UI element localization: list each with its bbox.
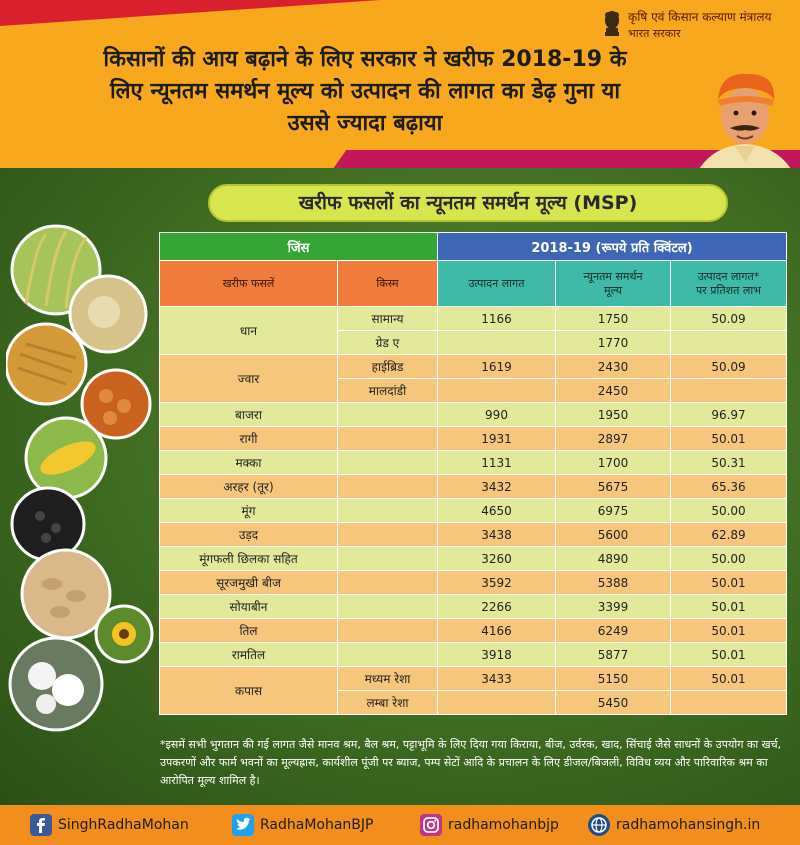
crop-name: कपास bbox=[160, 667, 338, 715]
cost: 990 bbox=[438, 403, 556, 427]
col-header-variety: किस्म bbox=[338, 261, 438, 307]
cost: 2266 bbox=[438, 595, 556, 619]
col-header-return-line: उत्पादन लागत* bbox=[697, 269, 760, 283]
sunflower-image bbox=[96, 606, 152, 662]
variety bbox=[338, 451, 438, 475]
return-pct: 50.00 bbox=[671, 499, 787, 523]
col-header-msp-line: मूल्य bbox=[604, 283, 622, 297]
return-pct: 50.01 bbox=[671, 667, 787, 691]
table-row bbox=[160, 355, 787, 379]
cost bbox=[438, 691, 556, 715]
cost: 3918 bbox=[438, 643, 556, 667]
year-header: 2018-19 (रूपये प्रति क्विंटल) bbox=[438, 233, 787, 261]
website-link[interactable] bbox=[588, 813, 760, 837]
national-emblem-icon bbox=[600, 6, 624, 40]
return-pct: 50.01 bbox=[671, 571, 787, 595]
footnote: *इसमें सभी भुगतान की गई लागत जैसे मानव श्रम, बैल श्रम, पट्टाभूमि के लिए दिया गया किराया, बीज, उर्वरक, खाद, सिंचाई जैसे साधनों के उपयोग का खर्च, उपकरणों और फार्म भवनों का मूल्यह्रास, कार्यशील पूंजी पर ब्याज, पम्प सेटों आदि के प्रचालन के लिए डीजल/बिजली, विविध व्यय और पारिवारिक श्रम का आरोपित मूल्य शामिल है। bbox=[160, 738, 782, 787]
variety: हाईब्रिड bbox=[338, 355, 438, 379]
cost: 3433 bbox=[438, 667, 556, 691]
crop-name: तिल bbox=[160, 619, 338, 643]
table-group-header bbox=[160, 233, 787, 261]
crop-name: रामतिल bbox=[160, 643, 338, 667]
table-row bbox=[160, 451, 787, 475]
cost: 3260 bbox=[438, 547, 556, 571]
return-pct: 50.31 bbox=[671, 451, 787, 475]
msp: 5675 bbox=[556, 475, 671, 499]
crop-name: मूंग bbox=[160, 499, 338, 523]
return-pct: 65.36 bbox=[671, 475, 787, 499]
msp: 5150 bbox=[556, 667, 671, 691]
return-pct bbox=[671, 379, 787, 403]
ministry-branding bbox=[600, 6, 790, 46]
msp: 2450 bbox=[556, 379, 671, 403]
variety bbox=[338, 595, 438, 619]
crop-name: सूरजमुखी बीज bbox=[160, 571, 338, 595]
msp: 4890 bbox=[556, 547, 671, 571]
instagram-handle: radhamohanbjp bbox=[448, 817, 559, 833]
variety bbox=[338, 403, 438, 427]
return-pct: 62.89 bbox=[671, 523, 787, 547]
return-pct: 50.01 bbox=[671, 427, 787, 451]
col-header-msp bbox=[556, 261, 671, 307]
return-pct: 50.00 bbox=[671, 547, 787, 571]
msp: 1950 bbox=[556, 403, 671, 427]
msp: 1770 bbox=[556, 331, 671, 355]
col-header-return bbox=[671, 261, 787, 307]
msp: 5388 bbox=[556, 571, 671, 595]
cost: 4650 bbox=[438, 499, 556, 523]
twitter-link[interactable] bbox=[232, 813, 373, 837]
variety: सामान्य bbox=[338, 307, 438, 331]
table-row bbox=[160, 403, 787, 427]
variety: ग्रेड ए bbox=[338, 331, 438, 355]
variety: लम्बा रेशा bbox=[338, 691, 438, 715]
crop-name: बाजरा bbox=[160, 403, 338, 427]
variety bbox=[338, 619, 438, 643]
headline-line: उससे ज्यादा बढ़ाया bbox=[287, 111, 443, 136]
return-pct: 96.97 bbox=[671, 403, 787, 427]
msp: 6249 bbox=[556, 619, 671, 643]
facebook-icon bbox=[30, 814, 52, 836]
msp: 1700 bbox=[556, 451, 671, 475]
twitter-handle: RadhaMohanBJP bbox=[260, 817, 374, 833]
msp: 1750 bbox=[556, 307, 671, 331]
return-pct: 50.01 bbox=[671, 595, 787, 619]
facebook-handle: SinghRadhaMohan bbox=[58, 817, 189, 833]
return-pct bbox=[671, 691, 787, 715]
col-header-msp-line: न्यूनतम समर्थन bbox=[583, 269, 643, 283]
table-row bbox=[160, 307, 787, 331]
crop-name: सोयाबीन bbox=[160, 595, 338, 619]
return-pct: 50.09 bbox=[671, 355, 787, 379]
table-row bbox=[160, 547, 787, 571]
msp: 5600 bbox=[556, 523, 671, 547]
headline bbox=[40, 44, 690, 140]
crop-name: धान bbox=[160, 307, 338, 355]
table-row bbox=[160, 595, 787, 619]
ministry-subtitle: भारत सरकार bbox=[628, 27, 681, 40]
cost: 3432 bbox=[438, 475, 556, 499]
msp: 5450 bbox=[556, 691, 671, 715]
variety bbox=[338, 571, 438, 595]
facebook-link[interactable] bbox=[30, 813, 189, 837]
crop-name: मूंगफली छिलका सहित bbox=[160, 547, 338, 571]
table-row bbox=[160, 571, 787, 595]
return-pct bbox=[671, 331, 787, 355]
cost bbox=[438, 379, 556, 403]
crop-name: उड़द bbox=[160, 523, 338, 547]
table-row bbox=[160, 619, 787, 643]
cotton-image bbox=[10, 638, 102, 730]
table-row bbox=[160, 667, 787, 691]
instagram-link[interactable] bbox=[420, 813, 559, 837]
col-header-cost: उत्पादन लागत bbox=[438, 261, 556, 307]
table-row bbox=[160, 499, 787, 523]
cost: 1619 bbox=[438, 355, 556, 379]
instagram-icon bbox=[420, 814, 442, 836]
table-row bbox=[160, 427, 787, 451]
col-header-return-line: पर प्रतिशत लाभ bbox=[696, 283, 761, 297]
crop-name: मक्का bbox=[160, 451, 338, 475]
header-banner bbox=[0, 0, 800, 168]
rice-grain-image bbox=[6, 324, 86, 404]
ministry-name: कृषि एवं किसान कल्याण मंत्रालय bbox=[628, 10, 772, 24]
jowar-image bbox=[70, 276, 146, 352]
cost: 4166 bbox=[438, 619, 556, 643]
cost: 1131 bbox=[438, 451, 556, 475]
cost: 3592 bbox=[438, 571, 556, 595]
main-content bbox=[0, 168, 800, 805]
website-url: radhamohansingh.in bbox=[616, 817, 761, 833]
variety: मध्यम रेशा bbox=[338, 667, 438, 691]
cost: 1931 bbox=[438, 427, 556, 451]
return-pct: 50.09 bbox=[671, 307, 787, 331]
cost: 1166 bbox=[438, 307, 556, 331]
return-pct: 50.01 bbox=[671, 643, 787, 667]
globe-icon bbox=[588, 814, 610, 836]
twitter-icon bbox=[232, 814, 254, 836]
headline-line: लिए न्यूनतम समर्थन मूल्य को उत्पादन की लागत का डेढ़ गुना या bbox=[109, 79, 621, 104]
decorative-stripe bbox=[0, 0, 380, 26]
msp: 6975 bbox=[556, 499, 671, 523]
variety bbox=[338, 547, 438, 571]
variety bbox=[338, 499, 438, 523]
farmer-illustration bbox=[690, 66, 800, 168]
variety bbox=[338, 475, 438, 499]
table-row bbox=[160, 643, 787, 667]
crop-images-column bbox=[6, 224, 156, 734]
variety bbox=[338, 643, 438, 667]
table-column-header bbox=[160, 261, 787, 307]
variety: मालदांडी bbox=[338, 379, 438, 403]
social-bar bbox=[0, 805, 800, 845]
table-row bbox=[160, 523, 787, 547]
headline-line: किसानों की आय बढ़ाने के लिए सरकार ने खरीफ 2018-19 के bbox=[103, 47, 627, 72]
msp: 2897 bbox=[556, 427, 671, 451]
crop-name: अरहर (तूर) bbox=[160, 475, 338, 499]
table-row bbox=[160, 475, 787, 499]
cost: 3438 bbox=[438, 523, 556, 547]
col-header-crop: खरीफ फसलें bbox=[160, 261, 338, 307]
cost bbox=[438, 331, 556, 355]
msp: 3399 bbox=[556, 595, 671, 619]
crop-name: रागी bbox=[160, 427, 338, 451]
msp: 5877 bbox=[556, 643, 671, 667]
return-pct: 50.01 bbox=[671, 619, 787, 643]
variety bbox=[338, 523, 438, 547]
section-title: खरीफ फसलों का न्यूनतम समर्थन मूल्य (MSP) bbox=[208, 184, 728, 222]
msp: 2430 bbox=[556, 355, 671, 379]
crop-name: ज्वार bbox=[160, 355, 338, 403]
jins-header: जिंस bbox=[160, 233, 438, 261]
variety bbox=[338, 427, 438, 451]
msp-table bbox=[159, 232, 787, 715]
maize-image bbox=[26, 418, 106, 498]
